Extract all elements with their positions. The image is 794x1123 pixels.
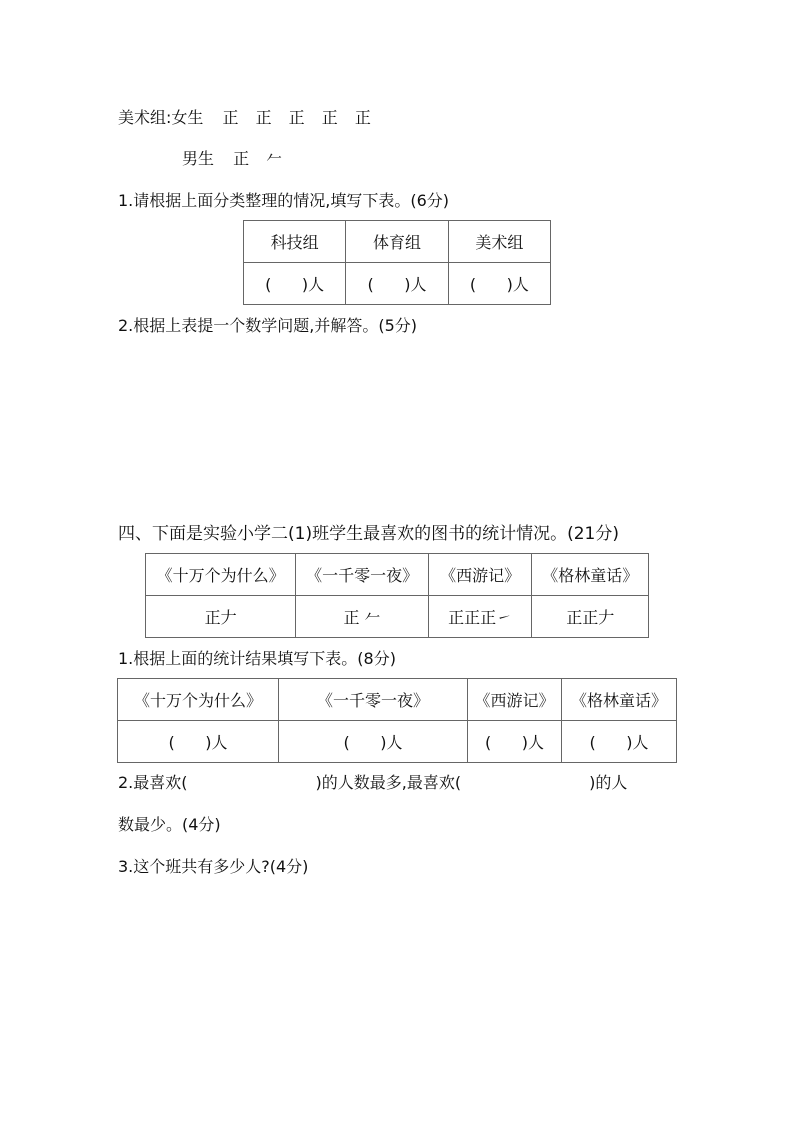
s4q1-header-cell: 《西游记》 bbox=[468, 679, 562, 721]
book-tally-cell: 正正𠂇 bbox=[532, 596, 649, 638]
s4q1-answer-cell[interactable]: ( )人 bbox=[118, 721, 279, 763]
q1-answer-cell[interactable]: ( )人 bbox=[346, 263, 448, 305]
q2-text: 2.根据上表提一个数学问题,并解答。(5分) bbox=[118, 316, 418, 335]
s4q1-text: 1.根据上面的统计结果填写下表。(8分) bbox=[118, 649, 396, 668]
s4q2-part3: )的人 bbox=[589, 773, 628, 792]
s4q1-header-cell: 《一千零一夜》 bbox=[279, 679, 468, 721]
art-boys-line bbox=[182, 149, 288, 169]
s4q2-line1 bbox=[118, 773, 627, 793]
s4q1-table bbox=[117, 678, 677, 763]
s4q1-answer-cell[interactable]: ( )人 bbox=[279, 721, 468, 763]
art-boys-label: 男生 bbox=[182, 149, 215, 168]
s4q1-header-cell: 《十万个为什么》 bbox=[118, 679, 279, 721]
s4q1-header-cell: 《格林童话》 bbox=[562, 679, 677, 721]
book-tally-cell: 正 𠂉 bbox=[296, 596, 428, 638]
s4q2-part2: )的人数最多,最喜欢( bbox=[315, 773, 462, 792]
s4q3-text: 3.这个班共有多少人?(4分) bbox=[118, 857, 309, 876]
section4-title: 四、下面是实验小学二(1)班学生最喜欢的图书的统计情况。(21分) bbox=[118, 524, 619, 544]
q1-header-cell: 美术组 bbox=[448, 221, 550, 263]
q1-text: 1.请根据上面分类整理的情况,填写下表。(6分) bbox=[118, 191, 450, 210]
art-group-label bbox=[118, 108, 377, 128]
q1-answer-cell[interactable]: ( )人 bbox=[244, 263, 346, 305]
book-tally-cell: 正𠂇 bbox=[146, 596, 296, 638]
art-boys-tally: 正 𠂉 bbox=[233, 149, 289, 168]
q1-header-cell: 体育组 bbox=[346, 221, 448, 263]
q1-table bbox=[243, 220, 551, 305]
art-girls-label: 美术组:女生 bbox=[118, 108, 204, 127]
book-header-cell: 《西游记》 bbox=[428, 554, 532, 596]
section4-tally-table bbox=[145, 553, 649, 638]
book-header-cell: 《一千零一夜》 bbox=[296, 554, 428, 596]
q1-header-cell: 科技组 bbox=[244, 221, 346, 263]
art-girls-tally: 正 正 正 正 正 bbox=[222, 108, 377, 127]
q1-answer-cell[interactable]: ( )人 bbox=[448, 263, 550, 305]
s4q1-answer-cell[interactable]: ( )人 bbox=[562, 721, 677, 763]
book-tally-cell: 正正正㇀ bbox=[428, 596, 532, 638]
book-header-cell: 《十万个为什么》 bbox=[146, 554, 296, 596]
book-header-cell: 《格林童话》 bbox=[532, 554, 649, 596]
s4q1-answer-cell[interactable]: ( )人 bbox=[468, 721, 562, 763]
s4q2-line2: 数最少。(4分) bbox=[118, 815, 221, 834]
s4q2-part1: 2.最喜欢( bbox=[118, 773, 188, 792]
